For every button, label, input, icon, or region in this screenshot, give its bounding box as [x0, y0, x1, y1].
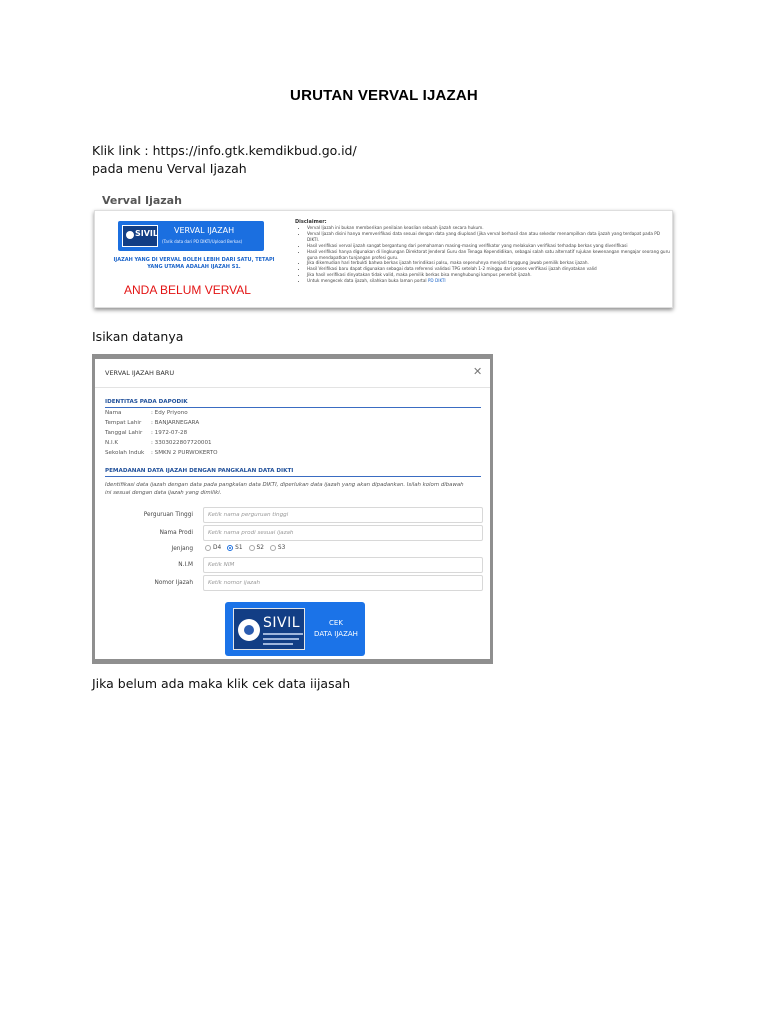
radio-d4[interactable]: [205, 545, 221, 551]
logo-text: SIVIL: [263, 615, 301, 631]
identity-value: : Edy Priyono: [151, 410, 188, 416]
disclaimer-item: • Jika dikemudian hari terbukti bahwa berkas ijazah terindikasi palsu, maka sepenuhnya menjadi tanggung jawab pemilik berkas ijazah.: [307, 260, 671, 266]
nim-input[interactable]: Ketik NIM: [203, 557, 483, 573]
modal-title: VERVAL IJAZAH BARU: [105, 369, 175, 377]
disclaimer-list: [301, 225, 671, 284]
verval-ijazah-screenshot: [92, 186, 676, 314]
cek-line1: CEK: [329, 619, 343, 627]
document-title: URUTAN VERVAL IJAZAH: [290, 87, 478, 104]
nama-prodi-input[interactable]: Ketik nama prodi sesuai ijazah: [203, 525, 483, 541]
identity-row: [105, 420, 199, 426]
verval-card: [94, 210, 673, 308]
link-instruction: Klik link : https://info.gtk.kemdikbud.go.id/: [92, 143, 357, 158]
close-icon[interactable]: ✕: [473, 365, 483, 378]
radio-selected-icon: [227, 545, 233, 551]
divider: [105, 407, 481, 408]
identity-key: Sekolah Induk: [105, 450, 145, 456]
logo-subtext: [263, 638, 299, 640]
sivil-logo: [122, 225, 158, 247]
disclaimer-item: • Hasil Verifikasi baru dapat digunakan sebagai data referensi validasi TPG setelah 1-2 minggu dari proses verifikasi ijazah dinyatakan valid: [307, 266, 671, 272]
dikti-note: Identifikasi data ijazah dengan data pada pangkalan data DIKTI, diperlukan data ijazah yang akan dipadankan. Isilah kolom dibawah ini sesuai dengan data ijazah yang dimiliki.: [105, 482, 464, 496]
radio-icon: [205, 545, 211, 551]
ijazah-note: IJAZAH YANG DI VERVAL BOLEH LEBIH DARI SATU, TETAPI YANG UTAMA ADALAH IJAZAH S1.: [113, 257, 275, 270]
radio-icon: [270, 545, 276, 551]
disclaimer-title: Disclaimer:: [295, 219, 327, 225]
emblem-icon: [238, 619, 260, 641]
identity-value: : BANJARNEGARA: [151, 420, 200, 426]
radio-label: S2: [256, 545, 264, 551]
cek-line2: DATA IJAZAH: [314, 630, 358, 638]
disclaimer-text: Untuk mengecek data ijazah, silahkan buka laman portal: [307, 278, 427, 284]
button-sublabel: (Tarik data dari PD DIKTI/Upload Berkas): [162, 239, 243, 244]
button-label: VERVAL IJAZAH: [174, 226, 235, 235]
cek-label: [311, 618, 361, 640]
verval-status: ANDA BELUM VERVAL: [124, 283, 251, 297]
verval-modal: [95, 359, 490, 659]
radio-s3[interactable]: [270, 545, 285, 551]
nomor-ijazah-input[interactable]: Ketik nomor ijazah: [203, 575, 483, 591]
field-label: Jenjang: [171, 546, 193, 552]
disclaimer-item: • Hasil verifikasi hanya digunakan di lingkungan Direktorat Jenderal Guru dan Tenaga Kependidikan, sebagai salah satu alternatif rujukan kewenangan mengajar seorang guru guna mendapatkan tunjangan profesi guru.: [307, 249, 671, 261]
radio-s2[interactable]: [249, 545, 264, 551]
disclaimer-item: • Verval Ijazah disini hanya memverifikasi data sesuai dengan data yang diupload (jika verval berhasil dan atau sekedar menampilkan data ijazah yang terdapat pada PD DIKTI.: [307, 231, 671, 243]
field-label: N.I.M: [178, 562, 193, 568]
identity-value: : SMKN 2 PURWOKERTO: [151, 450, 218, 456]
sivil-logo: [233, 608, 305, 650]
section-title: Verval Ijazah: [102, 194, 182, 207]
disclaimer-item-link: [307, 278, 671, 284]
field-label: Nama Prodi: [159, 530, 193, 536]
verval-form-screenshot: [92, 354, 493, 664]
emblem-icon: [126, 231, 134, 239]
jenjang-radio-group: [205, 545, 285, 551]
divider: [95, 387, 490, 388]
radio-icon: [249, 545, 255, 551]
identity-value: : 1972-07-28: [151, 430, 188, 436]
field-label: Perguruan Tinggi: [143, 512, 193, 518]
logo-subtext: [263, 633, 303, 635]
radio-s1[interactable]: [227, 545, 242, 551]
identity-key: N.I.K: [105, 440, 119, 446]
verval-ijazah-button[interactable]: [118, 221, 264, 251]
divider: [105, 476, 481, 477]
radio-label: S3: [277, 545, 286, 551]
dikti-heading: PEMADANAN DATA IJAZAH DENGAN PANGKALAN DATA DIKTI: [105, 468, 294, 474]
identity-row: [105, 450, 218, 456]
identity-row: [105, 440, 212, 446]
disclaimer-item: • Verval Ijazah ini bukan memberikan penilaian keaslian sebuah ijazah secara hukum.: [307, 225, 671, 231]
perguruan-tinggi-input[interactable]: Ketik nama perguruan tinggi: [203, 507, 483, 523]
field-label: Nomor Ijazah: [154, 580, 193, 586]
fill-instruction: Isikan datanya: [92, 329, 184, 344]
identity-row: [105, 410, 188, 416]
identity-value: : 3303022807720001: [151, 440, 212, 446]
pd-dikti-link[interactable]: PD DIKTI: [427, 278, 446, 284]
radio-label: S1: [235, 545, 243, 551]
disclaimer-item: • Hasil verifikasi verval ijazah sangat bergantung dari pemahaman masing-masing verifikator yang melakukan verifikasi terhadap berkas yang diverifikasi: [307, 243, 671, 249]
identity-key: Nama: [105, 410, 122, 416]
final-instruction: Jika belum ada maka klik cek data iijasah: [92, 676, 351, 691]
logo-subtext: [263, 643, 293, 645]
identity-row: [105, 430, 187, 436]
menu-instruction: pada menu Verval Ijazah: [92, 161, 247, 176]
logo-text: SIVIL: [135, 229, 159, 238]
cek-data-ijazah-button[interactable]: [225, 602, 365, 656]
disclaimer-item: • Jika hasil verifikasi dinyatakan tidak valid, maka pemilik berkas bisa menghubungi kampus penerbit ijazah.: [307, 272, 671, 278]
dapodik-heading: IDENTITAS PADA DAPODIK: [105, 399, 188, 405]
identity-key: Tempat Lahir: [105, 420, 142, 426]
radio-label: D4: [213, 545, 222, 551]
identity-key: Tanggal Lahir: [105, 430, 143, 436]
